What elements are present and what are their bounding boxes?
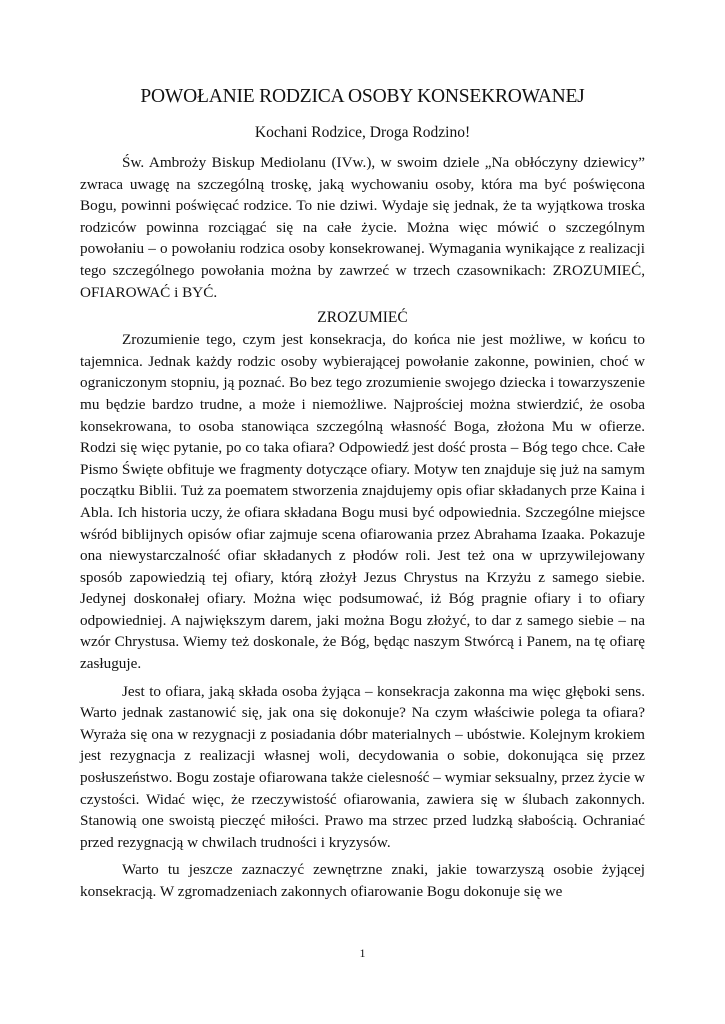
section-heading: ZROZUMIEĆ bbox=[317, 309, 408, 327]
body-paragraph: Jest to ofiara, jaką składa osoba żyjąca – konsekracja zakonna ma więc głęboki sens. Warto jednak zastanowić się, jak ona się dokonuje? Na czym właściwie polega ta ofiara? Wyraża się ona w rezygnacji z posiadania dóbr materialnych – ubóstwie. Kolejnym krokiem jest rezygnacja z realizacji własnej woli, decydowania o sobie, dokonująca się przez posłuszeństwo. Bogu zostaje ofiarowana także cielesność – wymiar seksualny, przez życie w czystości. Widać więc, że rzeczywistość ofiarowania, zawiera się w ślubach zakonnych. Stanowią one swoistą pieczęć miłości. Prawo ma strzec przed ludzką słabością. Ochraniać przed rezygnacją w chwilach trudności i kryzysów. bbox=[80, 682, 645, 851]
greeting: Kochani Rodzice, Droga Rodzino! bbox=[254, 124, 471, 141]
body-paragraph: Warto tu jeszcze zaznaczyć zewnętrzne znaki, jakie towarzyszą osobie żyjącej konsekracją. W zgromadzeniach zakonnych ofiarowanie Bogu dokonuje się we bbox=[80, 861, 645, 900]
page-number: 1 bbox=[359, 946, 366, 960]
intro-paragraph: Św. Ambroży Biskup Mediolanu (IVw.), w swoim dziele „Na obłóczyny dziewicy” zwraca uwagę na szczególną troskę, jaką wychowaniu osoby, która ma być poświęcona Bogu, powinni poświęcać rodzice. To nie dziwi. Wydaje się jednak, że ta wyjątkowa troska rodziców powinna rozciągać się na całe życie. Można więc mówić o szczególnym powołaniu – o powołaniu rodzica osoby konsekrowanej. Wymagania wynikające z realizacji tego szczególnego powołania można by zawrzeć w trzech czasownikach: ZROZUMIEĆ, OFIAROWAĆ i BYĆ. bbox=[80, 154, 645, 301]
body-paragraph: Zrozumienie tego, czym jest konsekracja, do końca nie jest możliwe, w końcu to tajemnica. Jednak każdy rodzic osoby wybierającej powołanie zakonne, powinien, choć w ograniczonym stopniu, ją poznać. Bo bez tego zrozumienie swojego dziecka i towarzyszenie mu będzie bardzo trudne, a może i niemożliwe. Najprościej można stwierdzić, że osoba konsekrowana, to osoba stanowiąca szczególną własność Boga, złożona Mu w ofierze. Rodzi się więc pytanie, po co taka ofiara? Odpowiedź jest dość prosta – Bóg tego chce. Całe Pismo Święte obfituje we fragmenty dotyczące ofiary. Motyw ten znajduje się już na samym początku Biblii. Tuż za poematem stworzenia znajdujemy opis ofiar składanych prze Kaina i Abla. Ich historia uczy, że ofiara składana Bogu musi być odpowiednia. Szczególne miejsce wśród biblijnych opisów ofiar zajmuje scena ofiarowania przez Abrahama Izaaka. Pokazuje ona niewystarczalność ofiar składanych z płodów roli. Jest też ona w uprzywilejowany sposób zapowiedzią tej ofiary, którą złożył Jezus Chrystus na Krzyżu z samego siebie. Jedynej doskonałej ofiary. Można więc podsumować, iż Bóg pragnie ofiary i to ofiary odpowiedniej. A największym darem, jaki można Bogu złożyć, to dar z samego siebie – na wzór Chrystusa. Wiemy też doskonale, że Bóg, będąc naszym Stwórcą i Panem, na tę ofiarę zasługuje. bbox=[80, 331, 645, 673]
document-title: POWOŁANIE RODZICA OSOBY KONSEKROWANEJ bbox=[140, 86, 585, 107]
